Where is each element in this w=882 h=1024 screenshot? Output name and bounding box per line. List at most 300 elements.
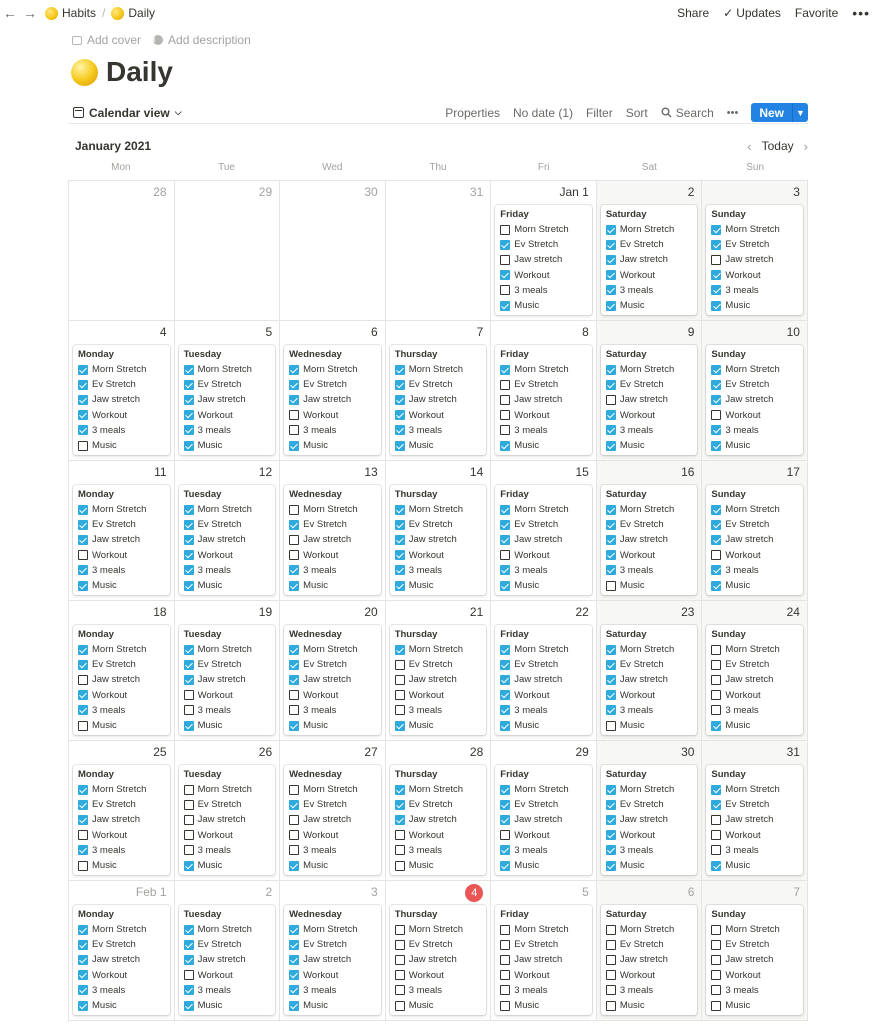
habit-checkbox[interactable] xyxy=(395,581,405,591)
habit-card[interactable] xyxy=(601,205,698,315)
updates-button[interactable] xyxy=(723,6,781,20)
habit-checkbox[interactable] xyxy=(78,581,88,591)
habit-card[interactable] xyxy=(706,485,803,595)
habit-checkbox[interactable] xyxy=(184,815,194,825)
habit-checkbox[interactable] xyxy=(184,441,194,451)
habit-checkbox[interactable] xyxy=(500,705,510,715)
habit-card[interactable] xyxy=(495,205,592,315)
calendar-day-cell[interactable] xyxy=(702,181,808,321)
calendar-day-cell[interactable] xyxy=(491,181,597,321)
habit-checkbox[interactable] xyxy=(395,520,405,530)
habit-checkbox[interactable] xyxy=(289,970,299,980)
properties-button[interactable]: Properties xyxy=(445,105,500,120)
habit-card[interactable] xyxy=(706,625,803,735)
habit-checkbox[interactable] xyxy=(711,800,721,810)
habit-checkbox[interactable] xyxy=(78,830,88,840)
habit-checkbox[interactable] xyxy=(500,985,510,995)
habit-checkbox[interactable] xyxy=(289,660,299,670)
habit-checkbox[interactable] xyxy=(184,985,194,995)
habit-checkbox[interactable] xyxy=(184,520,194,530)
habit-checkbox[interactable] xyxy=(711,815,721,825)
calendar-day-cell[interactable] xyxy=(175,461,281,601)
calendar-day-cell[interactable] xyxy=(597,601,703,741)
search-button[interactable] xyxy=(661,106,714,120)
habit-checkbox[interactable] xyxy=(711,225,721,235)
habit-card[interactable] xyxy=(601,625,698,735)
habit-card[interactable] xyxy=(601,765,698,875)
habit-checkbox[interactable] xyxy=(395,441,405,451)
habit-checkbox[interactable] xyxy=(500,255,510,265)
habit-checkbox[interactable] xyxy=(711,535,721,545)
habit-checkbox[interactable] xyxy=(78,520,88,530)
habit-checkbox[interactable] xyxy=(606,985,616,995)
habit-checkbox[interactable] xyxy=(78,970,88,980)
habit-checkbox[interactable] xyxy=(78,800,88,810)
habit-checkbox[interactable] xyxy=(289,365,299,375)
calendar-day-cell[interactable] xyxy=(386,881,492,1021)
habit-checkbox[interactable] xyxy=(606,705,616,715)
habit-checkbox[interactable] xyxy=(500,861,510,871)
habit-card[interactable] xyxy=(73,625,170,735)
habit-checkbox[interactable] xyxy=(289,721,299,731)
habit-checkbox[interactable] xyxy=(289,690,299,700)
calendar-day-cell[interactable] xyxy=(491,321,597,461)
habit-checkbox[interactable] xyxy=(606,800,616,810)
habit-checkbox[interactable] xyxy=(395,565,405,575)
habit-checkbox[interactable] xyxy=(500,690,510,700)
habit-checkbox[interactable] xyxy=(395,380,405,390)
habit-checkbox[interactable] xyxy=(500,581,510,591)
habit-checkbox[interactable] xyxy=(711,240,721,250)
habit-checkbox[interactable] xyxy=(289,925,299,935)
habit-checkbox[interactable] xyxy=(78,845,88,855)
calendar-day-cell[interactable] xyxy=(702,881,808,1021)
habit-checkbox[interactable] xyxy=(500,925,510,935)
habit-checkbox[interactable] xyxy=(500,955,510,965)
calendar-day-cell[interactable] xyxy=(280,461,386,601)
habit-checkbox[interactable] xyxy=(184,395,194,405)
habit-card[interactable] xyxy=(706,345,803,455)
habit-checkbox[interactable] xyxy=(606,240,616,250)
habit-checkbox[interactable] xyxy=(711,255,721,265)
habit-checkbox[interactable] xyxy=(184,1001,194,1011)
habit-card[interactable] xyxy=(73,485,170,595)
habit-checkbox[interactable] xyxy=(606,581,616,591)
habit-checkbox[interactable] xyxy=(711,520,721,530)
habit-checkbox[interactable] xyxy=(289,940,299,950)
habit-card[interactable] xyxy=(601,905,698,1015)
habit-checkbox[interactable] xyxy=(606,830,616,840)
habit-checkbox[interactable] xyxy=(78,785,88,795)
habit-card[interactable] xyxy=(73,765,170,875)
habit-checkbox[interactable] xyxy=(289,520,299,530)
habit-checkbox[interactable] xyxy=(184,785,194,795)
habit-checkbox[interactable] xyxy=(78,675,88,685)
habit-checkbox[interactable] xyxy=(289,800,299,810)
habit-checkbox[interactable] xyxy=(78,690,88,700)
habit-checkbox[interactable] xyxy=(395,815,405,825)
habit-checkbox[interactable] xyxy=(184,645,194,655)
more-options-icon[interactable]: ••• xyxy=(852,5,870,21)
habit-card[interactable] xyxy=(495,765,592,875)
habit-card[interactable] xyxy=(284,765,381,875)
calendar-day-cell[interactable] xyxy=(280,321,386,461)
habit-checkbox[interactable] xyxy=(606,940,616,950)
habit-card[interactable] xyxy=(179,485,276,595)
calendar-day-cell[interactable] xyxy=(386,741,492,881)
habit-checkbox[interactable] xyxy=(395,690,405,700)
sun-emoji-icon[interactable] xyxy=(71,59,98,86)
calendar-day-cell[interactable] xyxy=(597,321,703,461)
habit-checkbox[interactable] xyxy=(184,800,194,810)
habit-checkbox[interactable] xyxy=(395,861,405,871)
habit-checkbox[interactable] xyxy=(78,1001,88,1011)
calendar-day-cell[interactable] xyxy=(386,181,492,321)
habit-checkbox[interactable] xyxy=(500,785,510,795)
calendar-day-cell[interactable] xyxy=(702,741,808,881)
habit-checkbox[interactable] xyxy=(184,830,194,840)
habit-checkbox[interactable] xyxy=(289,410,299,420)
habit-card[interactable] xyxy=(495,345,592,455)
habit-checkbox[interactable] xyxy=(184,410,194,420)
habit-checkbox[interactable] xyxy=(500,520,510,530)
habit-card[interactable] xyxy=(179,905,276,1015)
habit-checkbox[interactable] xyxy=(711,380,721,390)
habit-checkbox[interactable] xyxy=(289,955,299,965)
habit-checkbox[interactable] xyxy=(184,925,194,935)
habit-card[interactable] xyxy=(73,905,170,1015)
habit-checkbox[interactable] xyxy=(500,225,510,235)
arrow-right-icon[interactable]: → xyxy=(23,5,37,21)
habit-checkbox[interactable] xyxy=(500,535,510,545)
calendar-day-cell[interactable] xyxy=(175,601,281,741)
habit-checkbox[interactable] xyxy=(711,940,721,950)
habit-checkbox[interactable] xyxy=(606,285,616,295)
habit-checkbox[interactable] xyxy=(500,380,510,390)
habit-checkbox[interactable] xyxy=(184,550,194,560)
habit-checkbox[interactable] xyxy=(500,1001,510,1011)
habit-checkbox[interactable] xyxy=(78,441,88,451)
habit-checkbox[interactable] xyxy=(395,845,405,855)
habit-checkbox[interactable] xyxy=(711,270,721,280)
habit-checkbox[interactable] xyxy=(78,861,88,871)
habit-checkbox[interactable] xyxy=(78,550,88,560)
habit-checkbox[interactable] xyxy=(606,365,616,375)
calendar-day-cell[interactable] xyxy=(69,321,175,461)
habit-checkbox[interactable] xyxy=(395,925,405,935)
habit-checkbox[interactable] xyxy=(78,565,88,575)
habit-checkbox[interactable] xyxy=(78,940,88,950)
habit-checkbox[interactable] xyxy=(500,800,510,810)
habit-checkbox[interactable] xyxy=(711,550,721,560)
calendar-day-cell[interactable] xyxy=(280,601,386,741)
habit-checkbox[interactable] xyxy=(395,940,405,950)
habit-card[interactable] xyxy=(284,485,381,595)
habit-checkbox[interactable] xyxy=(184,970,194,980)
habit-checkbox[interactable] xyxy=(184,581,194,591)
habit-checkbox[interactable] xyxy=(395,800,405,810)
calendar-day-cell[interactable] xyxy=(597,461,703,601)
habit-checkbox[interactable] xyxy=(500,505,510,515)
habit-checkbox[interactable] xyxy=(711,845,721,855)
habit-checkbox[interactable] xyxy=(184,675,194,685)
habit-checkbox[interactable] xyxy=(500,441,510,451)
habit-checkbox[interactable] xyxy=(395,721,405,731)
habit-checkbox[interactable] xyxy=(711,721,721,731)
habit-checkbox[interactable] xyxy=(184,505,194,515)
habit-checkbox[interactable] xyxy=(78,425,88,435)
habit-checkbox[interactable] xyxy=(606,721,616,731)
add-description-button[interactable] xyxy=(153,33,251,47)
calendar-day-cell[interactable] xyxy=(597,741,703,881)
habit-checkbox[interactable] xyxy=(606,925,616,935)
habit-checkbox[interactable] xyxy=(289,380,299,390)
habit-checkbox[interactable] xyxy=(500,425,510,435)
habit-checkbox[interactable] xyxy=(289,425,299,435)
habit-checkbox[interactable] xyxy=(289,675,299,685)
habit-checkbox[interactable] xyxy=(184,425,194,435)
habit-checkbox[interactable] xyxy=(500,830,510,840)
habit-checkbox[interactable] xyxy=(395,970,405,980)
habit-checkbox[interactable] xyxy=(711,505,721,515)
habit-checkbox[interactable] xyxy=(78,815,88,825)
habit-checkbox[interactable] xyxy=(711,675,721,685)
habit-card[interactable] xyxy=(284,625,381,735)
habit-checkbox[interactable] xyxy=(606,1001,616,1011)
habit-card[interactable] xyxy=(706,765,803,875)
habit-card[interactable] xyxy=(495,905,592,1015)
habit-checkbox[interactable] xyxy=(78,955,88,965)
habit-checkbox[interactable] xyxy=(395,660,405,670)
habit-checkbox[interactable] xyxy=(289,581,299,591)
habit-checkbox[interactable] xyxy=(606,861,616,871)
habit-checkbox[interactable] xyxy=(711,645,721,655)
calendar-day-cell[interactable] xyxy=(597,881,703,1021)
habit-checkbox[interactable] xyxy=(500,721,510,731)
calendar-day-cell[interactable] xyxy=(386,321,492,461)
habit-checkbox[interactable] xyxy=(500,940,510,950)
habit-card[interactable] xyxy=(390,485,487,595)
habit-card[interactable] xyxy=(706,205,803,315)
chevron-down-icon[interactable]: ▼ xyxy=(792,103,808,122)
habit-checkbox[interactable] xyxy=(395,395,405,405)
habit-checkbox[interactable] xyxy=(711,425,721,435)
habit-checkbox[interactable] xyxy=(711,581,721,591)
habit-checkbox[interactable] xyxy=(711,395,721,405)
habit-checkbox[interactable] xyxy=(184,365,194,375)
calendar-day-cell[interactable] xyxy=(702,601,808,741)
habit-checkbox[interactable] xyxy=(289,441,299,451)
habit-checkbox[interactable] xyxy=(78,925,88,935)
calendar-day-cell[interactable] xyxy=(69,881,175,1021)
habit-checkbox[interactable] xyxy=(711,830,721,840)
habit-checkbox[interactable] xyxy=(606,395,616,405)
habit-checkbox[interactable] xyxy=(711,365,721,375)
habit-checkbox[interactable] xyxy=(395,410,405,420)
habit-checkbox[interactable] xyxy=(78,985,88,995)
habit-checkbox[interactable] xyxy=(606,660,616,670)
calendar-day-cell[interactable] xyxy=(69,601,175,741)
calendar-day-cell[interactable] xyxy=(491,461,597,601)
habit-checkbox[interactable] xyxy=(289,550,299,560)
habit-checkbox[interactable] xyxy=(78,380,88,390)
habit-checkbox[interactable] xyxy=(289,830,299,840)
habit-checkbox[interactable] xyxy=(395,705,405,715)
habit-checkbox[interactable] xyxy=(395,675,405,685)
habit-checkbox[interactable] xyxy=(711,660,721,670)
habit-checkbox[interactable] xyxy=(395,785,405,795)
habit-checkbox[interactable] xyxy=(289,565,299,575)
habit-checkbox[interactable] xyxy=(606,425,616,435)
habit-checkbox[interactable] xyxy=(606,441,616,451)
habit-checkbox[interactable] xyxy=(606,955,616,965)
habit-card[interactable] xyxy=(601,485,698,595)
habit-checkbox[interactable] xyxy=(289,985,299,995)
habit-checkbox[interactable] xyxy=(711,925,721,935)
habit-checkbox[interactable] xyxy=(78,660,88,670)
habit-checkbox[interactable] xyxy=(184,705,194,715)
habit-checkbox[interactable] xyxy=(711,705,721,715)
habit-checkbox[interactable] xyxy=(289,645,299,655)
favorite-button[interactable]: Favorite xyxy=(794,6,839,20)
habit-checkbox[interactable] xyxy=(395,535,405,545)
habit-card[interactable] xyxy=(284,345,381,455)
habit-checkbox[interactable] xyxy=(606,380,616,390)
no-date-button[interactable]: No date (1) xyxy=(513,105,574,120)
habit-checkbox[interactable] xyxy=(78,721,88,731)
habit-checkbox[interactable] xyxy=(289,705,299,715)
habit-checkbox[interactable] xyxy=(711,565,721,575)
habit-checkbox[interactable] xyxy=(606,270,616,280)
habit-checkbox[interactable] xyxy=(184,721,194,731)
habit-checkbox[interactable] xyxy=(606,690,616,700)
calendar-day-cell[interactable] xyxy=(491,881,597,1021)
habit-checkbox[interactable] xyxy=(395,985,405,995)
calendar-day-cell[interactable] xyxy=(386,461,492,601)
habit-checkbox[interactable] xyxy=(500,365,510,375)
habit-checkbox[interactable] xyxy=(184,380,194,390)
habit-checkbox[interactable] xyxy=(500,410,510,420)
calendar-day-cell[interactable] xyxy=(175,321,281,461)
habit-checkbox[interactable] xyxy=(711,985,721,995)
page-title[interactable]: Daily xyxy=(106,56,173,87)
habit-checkbox[interactable] xyxy=(78,365,88,375)
habit-checkbox[interactable] xyxy=(500,660,510,670)
habit-checkbox[interactable] xyxy=(606,675,616,685)
habit-checkbox[interactable] xyxy=(711,1001,721,1011)
habit-checkbox[interactable] xyxy=(606,301,616,311)
habit-checkbox[interactable] xyxy=(395,365,405,375)
habit-checkbox[interactable] xyxy=(606,520,616,530)
habit-checkbox[interactable] xyxy=(711,861,721,871)
habit-checkbox[interactable] xyxy=(395,505,405,515)
habit-card[interactable] xyxy=(284,905,381,1015)
more-options-icon[interactable]: ••• xyxy=(726,106,739,119)
habit-card[interactable] xyxy=(179,345,276,455)
calendar-day-cell[interactable] xyxy=(702,461,808,601)
habit-checkbox[interactable] xyxy=(78,395,88,405)
habit-card[interactable] xyxy=(73,345,170,455)
habit-checkbox[interactable] xyxy=(184,535,194,545)
habit-card[interactable] xyxy=(390,765,487,875)
habit-card[interactable] xyxy=(179,765,276,875)
habit-checkbox[interactable] xyxy=(395,830,405,840)
habit-checkbox[interactable] xyxy=(184,690,194,700)
calendar-day-cell[interactable] xyxy=(69,741,175,881)
habit-checkbox[interactable] xyxy=(184,660,194,670)
calendar-day-cell[interactable] xyxy=(175,881,281,1021)
calendar-day-cell[interactable] xyxy=(386,601,492,741)
habit-checkbox[interactable] xyxy=(395,1001,405,1011)
habit-checkbox[interactable] xyxy=(500,565,510,575)
habit-checkbox[interactable] xyxy=(289,1001,299,1011)
habit-checkbox[interactable] xyxy=(606,645,616,655)
habit-checkbox[interactable] xyxy=(500,970,510,980)
habit-checkbox[interactable] xyxy=(500,815,510,825)
habit-checkbox[interactable] xyxy=(606,225,616,235)
habit-checkbox[interactable] xyxy=(289,815,299,825)
new-button[interactable]: New xyxy=(759,105,784,120)
habit-checkbox[interactable] xyxy=(500,845,510,855)
habit-checkbox[interactable] xyxy=(711,955,721,965)
habit-checkbox[interactable] xyxy=(500,285,510,295)
habit-checkbox[interactable] xyxy=(711,301,721,311)
habit-checkbox[interactable] xyxy=(289,845,299,855)
calendar-day-cell[interactable] xyxy=(280,181,386,321)
calendar-day-cell[interactable] xyxy=(280,881,386,1021)
habit-card[interactable] xyxy=(601,345,698,455)
habit-checkbox[interactable] xyxy=(395,645,405,655)
calendar-day-cell[interactable] xyxy=(491,601,597,741)
habit-checkbox[interactable] xyxy=(78,705,88,715)
calendar-day-cell[interactable] xyxy=(69,461,175,601)
view-switcher-button[interactable] xyxy=(68,106,182,120)
habit-checkbox[interactable] xyxy=(606,505,616,515)
habit-checkbox[interactable] xyxy=(606,565,616,575)
habit-checkbox[interactable] xyxy=(289,505,299,515)
habit-card[interactable] xyxy=(390,625,487,735)
habit-checkbox[interactable] xyxy=(606,410,616,420)
habit-card[interactable] xyxy=(706,905,803,1015)
calendar-day-cell[interactable] xyxy=(175,181,281,321)
habit-card[interactable] xyxy=(390,345,487,455)
habit-checkbox[interactable] xyxy=(78,410,88,420)
calendar-day-cell[interactable] xyxy=(69,181,175,321)
habit-checkbox[interactable] xyxy=(289,861,299,871)
habit-checkbox[interactable] xyxy=(395,955,405,965)
calendar-day-cell[interactable] xyxy=(702,321,808,461)
calendar-day-cell[interactable] xyxy=(597,181,703,321)
habit-card[interactable] xyxy=(179,625,276,735)
habit-card[interactable] xyxy=(495,625,592,735)
arrow-left-icon[interactable]: ← xyxy=(3,5,17,21)
habit-checkbox[interactable] xyxy=(606,255,616,265)
habit-checkbox[interactable] xyxy=(78,535,88,545)
habit-checkbox[interactable] xyxy=(289,785,299,795)
habit-checkbox[interactable] xyxy=(395,550,405,560)
calendar-day-cell[interactable] xyxy=(280,741,386,881)
habit-checkbox[interactable] xyxy=(289,395,299,405)
habit-checkbox[interactable] xyxy=(184,955,194,965)
habit-checkbox[interactable] xyxy=(606,970,616,980)
breadcrumb-item-habits[interactable] xyxy=(42,6,99,20)
share-button[interactable]: Share xyxy=(677,6,710,20)
habit-checkbox[interactable] xyxy=(78,645,88,655)
habit-checkbox[interactable] xyxy=(500,550,510,560)
habit-checkbox[interactable] xyxy=(289,535,299,545)
habit-checkbox[interactable] xyxy=(184,861,194,871)
habit-checkbox[interactable] xyxy=(711,410,721,420)
